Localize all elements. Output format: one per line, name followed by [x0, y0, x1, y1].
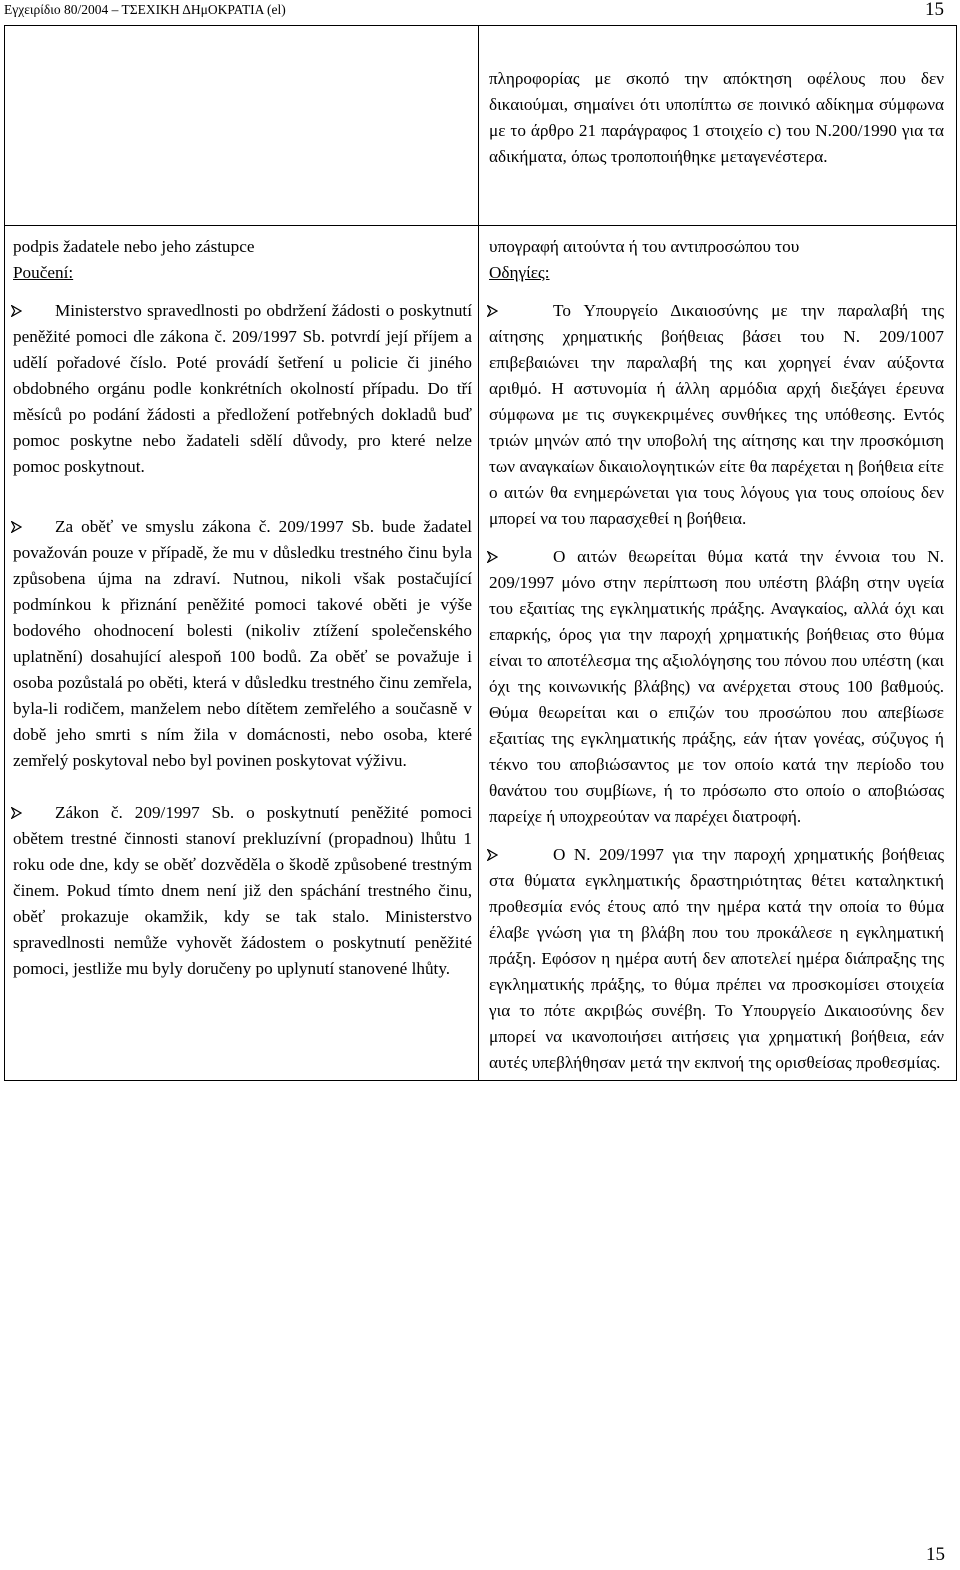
right-cell-main [479, 226, 957, 1081]
arrowhead-bullet-icon [487, 298, 503, 324]
arrowhead-bullet-icon [487, 842, 503, 868]
list-item-text: Ministerstvo spravedlnosti po obdržení žádosti o poskytnutí peněžité pomoci dle zákona č. 209/1997 Sb. potvrdí její příjem a udělí pořadové číslo. Poté provádí šetření u policie či jiného obdobného orgánu podle konkrétních okolností případu. Do tří měsíců po podání žádosti a předložení potřebných dokladů buď pomoc poskytne nebo žadateli sdělí důvody, pro které nelze pomoc poskytnout. [13, 301, 472, 476]
list-item-text: Zákon č. 209/1997 Sb. o poskytnutí peněžité pomoci obětem trestné činnosti stanoví prekluzívní (propadnou) lhůtu 1 roku ode dne, kdy se oběť dozvěděla o škodě způsobené trestným činem. Pokud tímto dnem není již den spáchání trestného činu, oběť prokazuje okamžik, kdy se tak stalo. Ministerstvo spravedlnosti nemůže vyhovět žádostem o poskytnutí peněžité pomoci, jestliže mu byly doručeny po uplynutí stanovené lhůty. [13, 803, 472, 978]
header-page-number: 15 [925, 0, 944, 20]
arrowhead-bullet-icon [11, 298, 27, 324]
right-cell-intro [479, 26, 957, 226]
list-item [13, 514, 472, 774]
instructions-heading: Poučení: [13, 263, 74, 282]
list-item [489, 298, 944, 532]
left-cell-empty [5, 26, 479, 226]
signature-line: υπογραφή αιτούντα ή του αντιπροσώπου του [489, 237, 800, 256]
signature-line: podpis žadatele nebo jeho zástupce [13, 237, 255, 256]
list-item-text: Ο αιτών θεωρείται θύμα κατά την έννοια του Ν. 209/1997 μόνο στην περίπτωση που υπέστη βλάβη στην υγεία του εξαιτίας της εγκληματικής πράξης. Αναγκαίος, αλλά όχι και επαρκής, όρος για την παροχή χρηματικής βοήθειας στο θύμα είναι το αποτέλεσμα της αξιολόγησης του πόνου που υπέστη (και όχι της κοινωνικής βλάβης) να ανέρχεται στους 100 βαθμούς. Θύμα θεωρείται και ο επιζών του προσώπου που απεβίωσε εξαιτίας της εγκληματικής πράξης, εάν ήταν γονέας, σύζυγος ή τέκνο του αποβιώσαντος με τον οποίο κατά την περίοδο του θανάτου του συμβίωνε, ή το πρόσωπο στο οποίο ο αποβιώσας παρείχε ή υποχρεούταν να παρέχει διατροφή. [489, 547, 944, 826]
intro-text: πληροφορίας με σκοπό την απόκτηση οφέλους που δεν δικαιούμαι, σημαίνει ότι υποπίπτω σε ποινικό αδίκημα σύμφωνα με το άρθρο 21 παράγραφος 1 στοιχείο c) του Ν.200/1990 για τα αδικήματα, όπως τροποποιήθηκε μεταγενέστερα. [489, 69, 944, 166]
arrowhead-bullet-icon [11, 514, 27, 540]
list-item-text: Το Υπουργείο Δικαιοσύνης με την παραλαβή της αίτησης χρηματικής βοήθειας βάσει του Ν. 209/1007 επιβεβαιώνει την παραλαβή της και χορηγεί έναν αύξοντα αριθμό. Η αστυνομία ή άλλη αρμόδια αρχή διεξάγει έρευνα σύμφωνα με τις συγκεκριμένες συνθήκες της υπόθεσης. Εντός τριών μηνών από την υποβολή της αίτησης και την προσκόμιση των αναγκαίων δικαιολογητικών είτε θα παρέχεται η βοήθεια είτε ο αιτών θα ενημερώνεται για τους λόγους για τους οποίους δεν μπορεί να του παρασχεθεί η βοήθεια. [489, 301, 944, 528]
list-item [13, 800, 472, 982]
list-item-text: Ο Ν. 209/1997 για την παροχή χρηματικής βοήθειας στα θύματα εγκληματικής δραστηριότητας θέτει καταληκτική προθεσμία ενός έτους από την ημέρα κατά την οποία το θύμα έλαβε γνώση για τη βλάβη που του προκάλεσε η εγκληματική πράξη. Εφόσον η ημέρα αυτή δεν αποτελεί ημέρα διάπραξης της εγκληματικής πράξης, το θύμα πρέπει να προσκομίσει στοιχεία για το πότε ακριβώς συνέβη. Το Υπουργείο Δικαιοσύνης δεν μπορεί να ικανοποιήσει αιτήσεις για χρηματική βοήθεια, εάν αυτές υπεβλήθησαν μετά την εκπνοή της ορισθείσας προθεσμίας. [489, 845, 944, 1072]
left-cell-main [5, 226, 479, 1081]
arrowhead-bullet-icon [11, 800, 27, 826]
instructions-heading: Οδηγίες: [489, 263, 550, 282]
table-row [5, 226, 957, 1081]
list-item [13, 298, 472, 480]
list-item [489, 544, 944, 830]
page-header [4, 0, 944, 26]
list-item-text: Za oběť ve smyslu zákona č. 209/1997 Sb. bude žadatel považován pouze v případě, že mu v důsledku trestného činu byla způsobena újma na zdraví. Nutnou, nikoli však postačující podmínkou k přiznání peněžité pomoci takové oběti je výše bodového ohodnocení bolesti (nikoliv ztížení společenského uplatnění) dosahující alespoň 100 bodů. Za oběť se považuje i osoba pozůstalá po oběti, která v důsledku trestného činu zemřela, byla-li rodičem, manželem nebo dítětem zemřelého a současně v době jeho smrti s ním žila v domácnosti, nebo osoba, které zemřelý poskytoval nebo byl povinen poskytovat výživu. [13, 517, 472, 770]
arrowhead-bullet-icon [487, 544, 503, 570]
list-item [489, 842, 944, 1076]
bilingual-table [4, 25, 957, 1081]
document-title: Εγχειρίδιο 80/2004 – ΤΣΕΧΙΚΗ ΔΗμΟΚΡΑΤΙΑ (el) [4, 2, 286, 17]
table-row [5, 26, 957, 226]
footer-page-number: 15 [926, 1544, 945, 1565]
